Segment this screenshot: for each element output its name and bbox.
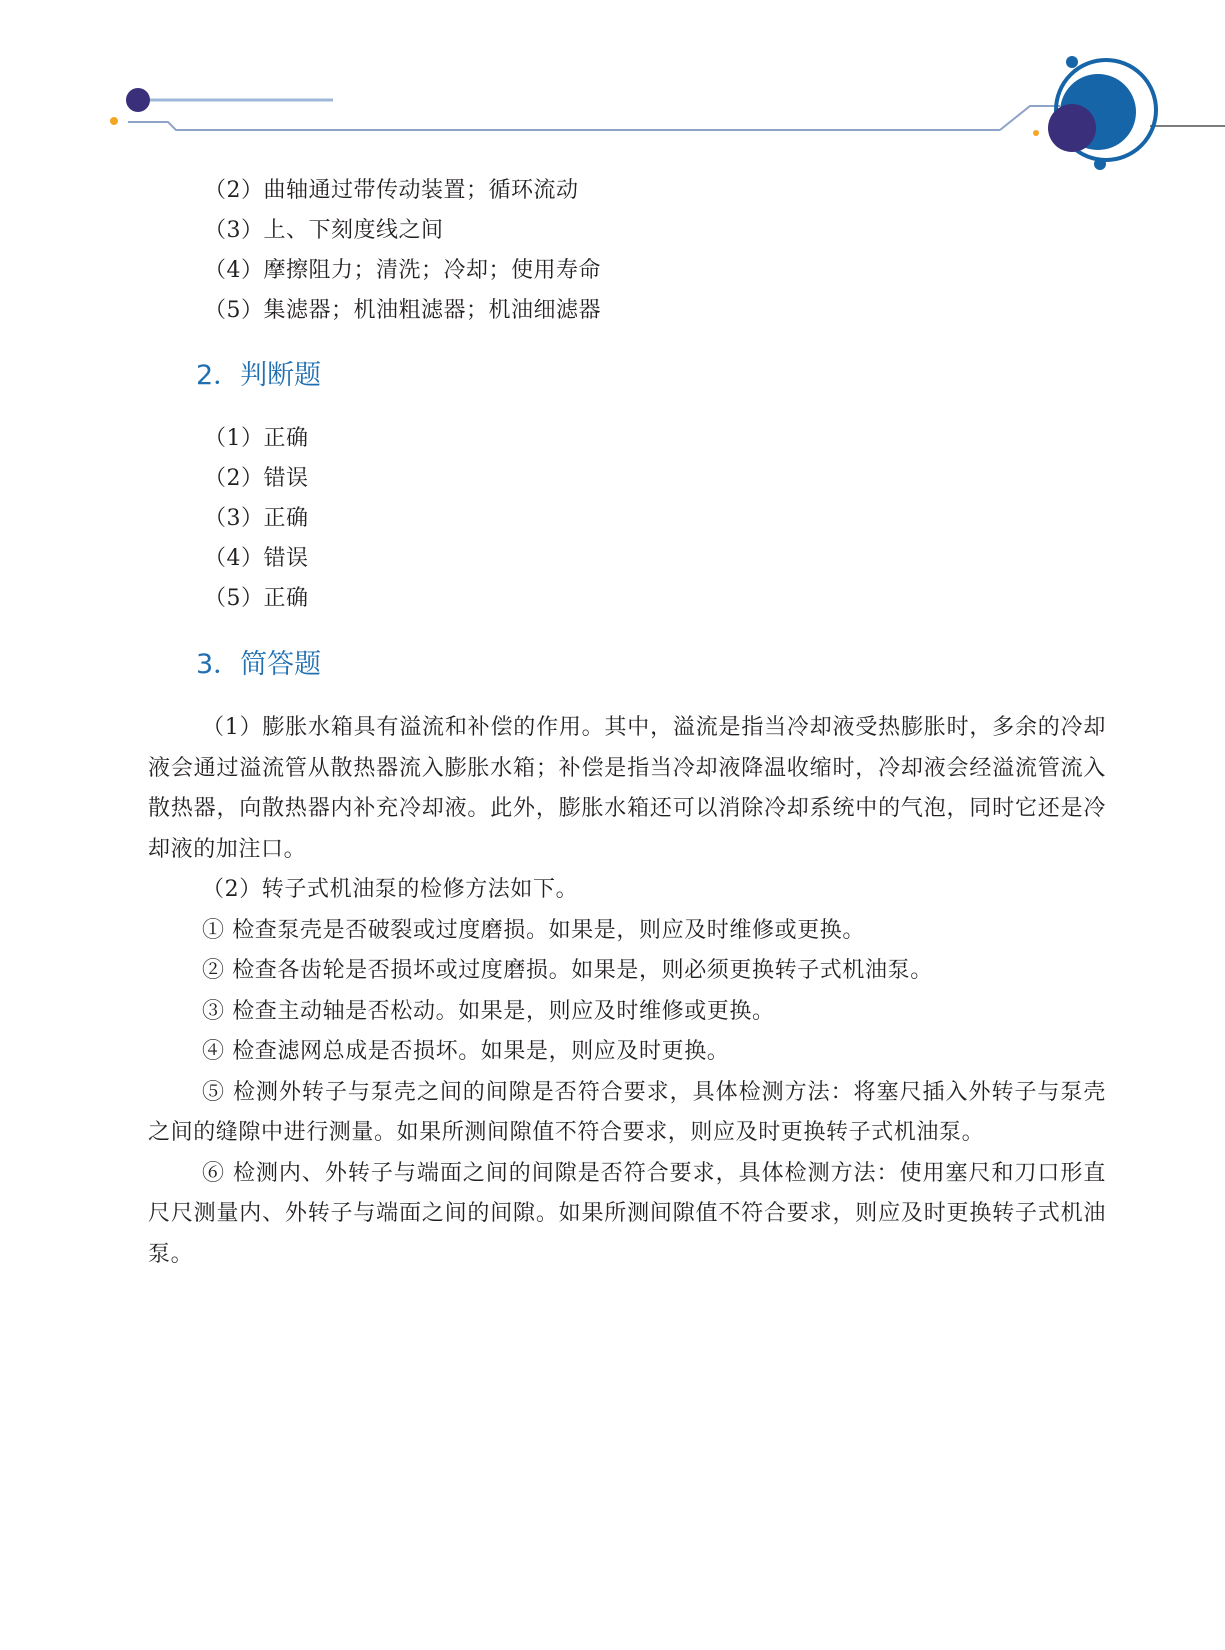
- right-orange-dot: [1033, 130, 1039, 136]
- judgment-answer-1: （1）正确: [204, 426, 309, 451]
- right-small-dot-bottom: [1094, 158, 1106, 170]
- answer-step-2: ② 检查各齿轮是否损坏或过度磨损。如果是，则必须更换转子式机油泵。: [202, 958, 933, 983]
- section-heading-judgment: 2．判断题: [196, 360, 322, 391]
- section-heading-short-answer: 3．简答题: [196, 649, 322, 680]
- answer-paragraph-1: （1）膨胀水箱具有溢流和补偿的作用。其中，溢流是指当冷却液受热膨胀时，多余的冷却液会通过溢流管从散热器流入膨胀水箱；补偿是指当冷却液降温收缩时，冷却液会经溢流管流入散热器，向散热器内补充冷却液。此外，膨胀水箱还可以消除冷却系统中的气泡，同时它还是冷却液的加注口。: [148, 715, 1106, 862]
- judgment-answer-2: （2）错误: [204, 466, 309, 491]
- fill-answer-5: （5）集滤器；机油粗滤器；机油细滤器: [204, 298, 601, 323]
- header-decoration: [0, 0, 1225, 190]
- judgment-answer-3: （3）正确: [204, 506, 309, 531]
- answer-step-6: ⑥ 检测内、外转子与端面之间的间隙是否符合要求，具体检测方法：使用塞尺和刀口形直尺尺测量内、外转子与端面之间的间隙。如果所测间隙值不符合要求，则应及时更换转子式机油泵。: [148, 1160, 1106, 1267]
- short-answer-body: [148, 708, 1106, 1275]
- answer-step-4: ④ 检查滤网总成是否损坏。如果是，则应及时更换。: [202, 1039, 730, 1064]
- fill-answer-4: （4）摩擦阻力；清洗；冷却；使用寿命: [204, 258, 601, 283]
- right-small-dot-top: [1066, 56, 1078, 68]
- judgment-answer-4: （4）错误: [204, 546, 309, 571]
- left-purple-dot: [126, 88, 150, 112]
- judgment-answer-5: （5）正确: [204, 586, 309, 611]
- fill-answer-2: （2）曲轴通过带传动装置；循环流动: [204, 178, 579, 203]
- answer-paragraph-2: （2）转子式机油泵的检修方法如下。: [202, 877, 579, 902]
- fill-answer-3: （3）上、下刻度线之间: [204, 218, 444, 243]
- header-line-circuit: [128, 122, 1000, 130]
- answer-step-5: ⑤ 检测外转子与泵壳之间的间隙是否符合要求，具体检测方法：将塞尺插入外转子与泵壳之间的缝隙中进行测量。如果所测间隙值不符合要求，则应及时更换转子式机油泵。: [148, 1079, 1106, 1145]
- right-purple-circle: [1048, 104, 1096, 152]
- answer-step-1: ① 检查泵壳是否破裂或过度磨损。如果是，则应及时维修或更换。: [202, 917, 865, 943]
- left-orange-dot: [110, 117, 118, 125]
- answer-step-3: ③ 检查主动轴是否松动。如果是，则应及时维修或更换。: [202, 998, 775, 1024]
